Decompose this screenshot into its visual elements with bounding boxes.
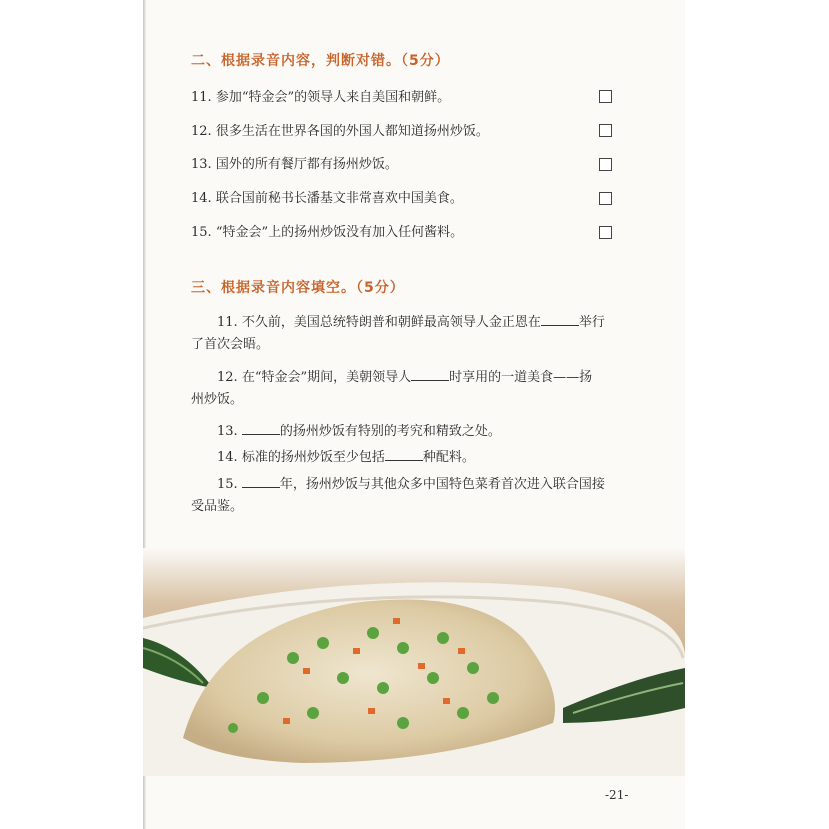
fried-rice-illustration xyxy=(143,548,685,776)
tf-item-14: 14. 联合国前秘书长潘基文非常喜欢中国美食。 xyxy=(191,191,463,206)
tf-item-11: 11. 参加“特金会”的领导人来自美国和朝鲜。 xyxy=(191,90,451,105)
fill-item-11: 11. 不久前，美国总统特朗普和朝鲜最高领导人金正恩在 举行 了首次会晤。 xyxy=(191,315,605,352)
tf-checkbox-14[interactable] xyxy=(599,192,612,205)
fried-rice-photo xyxy=(143,548,685,776)
answer-blank[interactable] xyxy=(242,433,280,435)
fill-item-15: 15. 年，扬州炒饭与其他众多中国特色菜肴首次进入联合国接 受品鉴。 xyxy=(191,477,605,514)
fill-item-14: 14. 标准的扬州炒饭至少包括 种配料。 xyxy=(217,450,475,465)
tf-checkbox-13[interactable] xyxy=(599,158,612,171)
fill-item-13: 13. 的扬州炒饭有特别的考究和精致之处。 xyxy=(217,424,501,439)
tf-checkbox-15[interactable] xyxy=(599,226,612,239)
answer-blank[interactable] xyxy=(385,459,423,461)
page-number: -21- xyxy=(605,788,629,802)
answer-blank[interactable] xyxy=(242,486,280,488)
answer-blank[interactable] xyxy=(411,379,449,381)
workbook-page xyxy=(143,0,685,829)
answer-blank[interactable] xyxy=(541,324,579,326)
tf-checkbox-11[interactable] xyxy=(599,90,612,103)
tf-item-12: 12. 很多生活在世界各国的外国人都知道扬州炒饭。 xyxy=(191,124,489,139)
section-3-heading: 三、根据录音内容填空。（5分） xyxy=(191,280,405,296)
fill-item-12: 12. 在“特金会”期间，美朝领导人 时享用的一道美食——扬 州炒饭。 xyxy=(191,370,593,407)
section-2-heading: 二、根据录音内容，判断对错。（5分） xyxy=(191,53,450,69)
tf-checkbox-12[interactable] xyxy=(599,124,612,137)
tf-item-13: 13. 国外的所有餐厅都有扬州炒饭。 xyxy=(191,157,398,172)
tf-item-15: 15. “特金会”上的扬州炒饭没有加入任何酱料。 xyxy=(191,225,464,240)
